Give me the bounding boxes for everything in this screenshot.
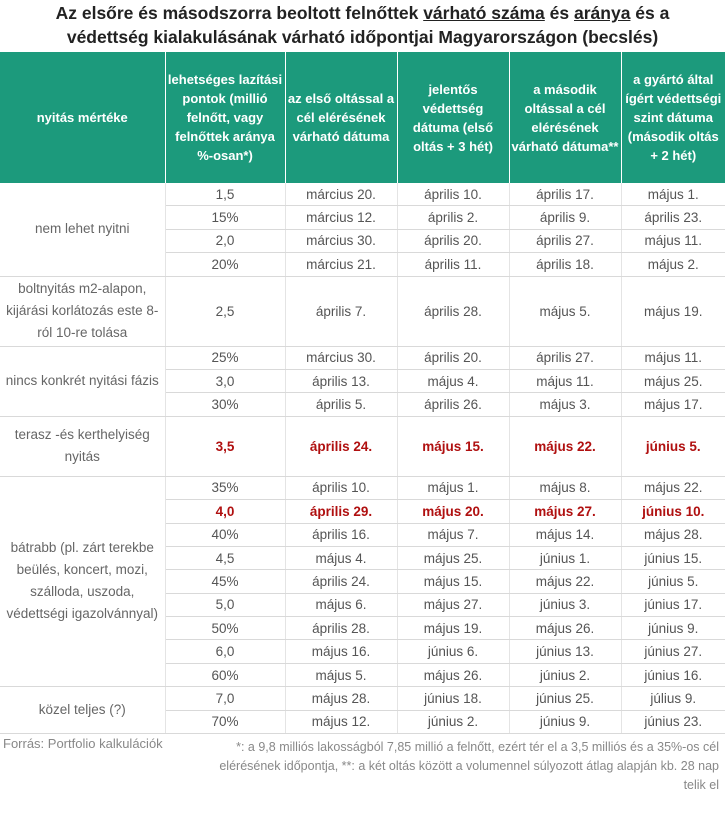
table-cell: június 17. xyxy=(621,593,725,616)
table-cell: május 12. xyxy=(285,710,397,733)
table-cell: 7,0 xyxy=(165,687,285,710)
table-cell: június 13. xyxy=(509,640,621,663)
header-first-dose-date: az első oltással a cél elérésének várható dátuma xyxy=(285,52,397,183)
table-cell: június 15. xyxy=(621,546,725,569)
table-cell: május 27. xyxy=(509,500,621,523)
table-cell: április 28. xyxy=(397,276,509,346)
table-cell: március 21. xyxy=(285,253,397,276)
table-cell: június 10. xyxy=(621,500,725,523)
table-cell: 60% xyxy=(165,663,285,686)
table-row xyxy=(0,687,725,710)
table-cell: április 26. xyxy=(397,393,509,416)
table-cell: június 2. xyxy=(397,710,509,733)
table-cell: május 11. xyxy=(509,369,621,392)
table-cell: április 27. xyxy=(509,346,621,369)
table-cell: május 2. xyxy=(621,253,725,276)
table-cell: április 28. xyxy=(285,617,397,640)
header-second-dose-date: a második oltással a cél elérésének várható dátuma** xyxy=(509,52,621,183)
table-cell: május 26. xyxy=(509,617,621,640)
title-line-1 xyxy=(0,1,725,25)
table-cell: április 9. xyxy=(509,206,621,229)
table-cell: május 14. xyxy=(509,523,621,546)
title-text-a: Az elsőre és másodszorra beoltott felnőttek xyxy=(55,3,424,23)
header-easing-points: lehetséges lazítási pontok (millió felnőtt, vagy felnőttek aránya %-osan*) xyxy=(165,52,285,183)
table-row xyxy=(0,346,725,369)
table-row xyxy=(0,183,725,206)
table-cell: május 6. xyxy=(285,593,397,616)
table-cell: május 15. xyxy=(397,570,509,593)
table-cell: június 16. xyxy=(621,663,725,686)
table-cell: 30% xyxy=(165,393,285,416)
table-cell: március 30. xyxy=(285,229,397,252)
vaccination-table xyxy=(0,52,725,734)
group-cell: bátrabb (pl. zárt terekbe beülés, koncert, mozi, szálloda, uszoda, védettségi igazolvánnyal) xyxy=(0,476,165,687)
title-text-b: és xyxy=(544,3,574,23)
table-cell: április 7. xyxy=(285,276,397,346)
group-cell: nincs konkrét nyitási fázis xyxy=(0,346,165,416)
table-cell: április 24. xyxy=(285,416,397,476)
table-cell: 2,5 xyxy=(165,276,285,346)
table-cell: április 18. xyxy=(509,253,621,276)
table-cell: május 19. xyxy=(621,276,725,346)
table-cell: április 11. xyxy=(397,253,509,276)
table-cell: május 4. xyxy=(397,369,509,392)
table-cell: március 30. xyxy=(285,346,397,369)
table-cell: július 9. xyxy=(621,687,725,710)
table-cell: május 22. xyxy=(509,570,621,593)
table-cell: június 25. xyxy=(509,687,621,710)
table-cell: május 11. xyxy=(621,346,725,369)
table-cell: június 23. xyxy=(621,710,725,733)
table-cell: 4,5 xyxy=(165,546,285,569)
table-cell: 25% xyxy=(165,346,285,369)
group-cell: terasz -és kerthelyiség nyitás xyxy=(0,416,165,476)
table-cell: 45% xyxy=(165,570,285,593)
table-cell: június 1. xyxy=(509,546,621,569)
table-cell: május 3. xyxy=(509,393,621,416)
table-cell: május 28. xyxy=(285,687,397,710)
footnote: *: a 9,8 milliós lakosságból 7,85 millió a felnőtt, ezért tér el a 3,5 milliós és a 35%-os cél elérésének időpontja, **: a két oltás között a volumennel súlyozott átlag alapján kb. 28 nap telik el xyxy=(219,740,719,793)
table-cell: június 5. xyxy=(621,570,725,593)
table-cell: május 8. xyxy=(509,476,621,499)
table-cell: május 28. xyxy=(621,523,725,546)
table-cell: április 13. xyxy=(285,369,397,392)
table-cell: április 16. xyxy=(285,523,397,546)
group-cell: nem lehet nyitni xyxy=(0,183,165,276)
table-cell: április 27. xyxy=(509,229,621,252)
table-cell: március 12. xyxy=(285,206,397,229)
table-cell: május 15. xyxy=(397,416,509,476)
table-cell: június 18. xyxy=(397,687,509,710)
header-opening-level: nyitás mértéke xyxy=(0,52,165,183)
table-cell: április 24. xyxy=(285,570,397,593)
table-cell: május 22. xyxy=(509,416,621,476)
table-header-row xyxy=(0,52,725,183)
table-cell: 40% xyxy=(165,523,285,546)
table-cell: 3,0 xyxy=(165,369,285,392)
table-cell: június 9. xyxy=(509,710,621,733)
table-row-highlighted xyxy=(0,416,725,476)
table-cell: április 5. xyxy=(285,393,397,416)
table-cell: április 17. xyxy=(509,183,621,206)
table-cell: május 17. xyxy=(621,393,725,416)
table-cell: 35% xyxy=(165,476,285,499)
table-cell: május 26. xyxy=(397,663,509,686)
table-row xyxy=(0,276,725,346)
table-row xyxy=(0,476,725,499)
table-cell: 50% xyxy=(165,617,285,640)
table-cell: március 20. xyxy=(285,183,397,206)
title-line-2: védettség kialakulásának várható időpontjai Magyarországon (becslés) xyxy=(66,27,659,47)
table-cell: május 5. xyxy=(509,276,621,346)
table-cell: május 25. xyxy=(621,369,725,392)
table-cell: május 7. xyxy=(397,523,509,546)
title-underlined-ratio: aránya xyxy=(574,3,631,23)
table-cell: 15% xyxy=(165,206,285,229)
group-cell: boltnyitás m2-alapon, kijárási korlátozás este 8-ról 10-re tolása xyxy=(0,276,165,346)
table-cell: 1,5 xyxy=(165,183,285,206)
header-significant-protection-date: jelentős védettség dátuma (első oltás + 3 hét) xyxy=(397,52,509,183)
footer xyxy=(0,734,725,814)
table-cell: június 27. xyxy=(621,640,725,663)
table-cell: május 25. xyxy=(397,546,509,569)
table-cell: május 20. xyxy=(397,500,509,523)
table-cell: 4,0 xyxy=(165,500,285,523)
table-cell: május 4. xyxy=(285,546,397,569)
table-cell: május 19. xyxy=(397,617,509,640)
table-cell: május 27. xyxy=(397,593,509,616)
title-underlined-count: várható száma xyxy=(423,3,545,23)
table-cell: április 29. xyxy=(285,500,397,523)
table-cell: június 9. xyxy=(621,617,725,640)
table-cell: május 22. xyxy=(621,476,725,499)
table-cell: 20% xyxy=(165,253,285,276)
table-cell: 3,5 xyxy=(165,416,285,476)
table-cell: május 11. xyxy=(621,229,725,252)
table-cell: június 2. xyxy=(509,663,621,686)
table-cell: 5,0 xyxy=(165,593,285,616)
table-cell: 6,0 xyxy=(165,640,285,663)
table-cell: április 20. xyxy=(397,346,509,369)
table-cell: április 20. xyxy=(397,229,509,252)
table-cell: május 5. xyxy=(285,663,397,686)
group-cell: közel teljes (?) xyxy=(0,687,165,734)
table-cell: április 2. xyxy=(397,206,509,229)
table-cell: 2,0 xyxy=(165,229,285,252)
header-manufacturer-protection-date: a gyártó által ígért védettségi szint dátuma (második oltás + 2 hét) xyxy=(621,52,725,183)
table-cell: június 6. xyxy=(397,640,509,663)
title-text-c: és a xyxy=(630,3,670,23)
table-cell: április 10. xyxy=(285,476,397,499)
table-cell: április 23. xyxy=(621,206,725,229)
page-title xyxy=(0,0,725,52)
table-cell: június 5. xyxy=(621,416,725,476)
table-cell: május 1. xyxy=(397,476,509,499)
table-cell: május 1. xyxy=(621,183,725,206)
table-cell: június 3. xyxy=(509,593,621,616)
table-cell: május 16. xyxy=(285,640,397,663)
source-note: Forrás: Portfolio kalkulációk xyxy=(3,736,163,752)
table-cell: 70% xyxy=(165,710,285,733)
table-cell: április 10. xyxy=(397,183,509,206)
